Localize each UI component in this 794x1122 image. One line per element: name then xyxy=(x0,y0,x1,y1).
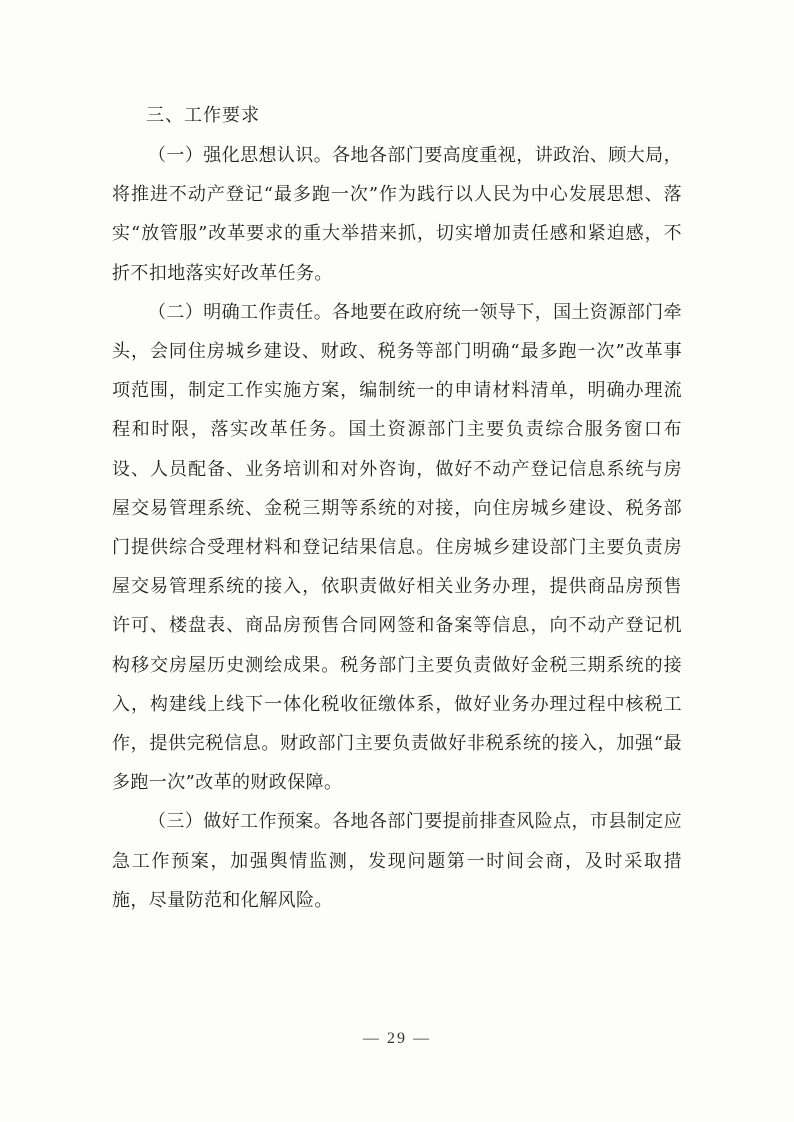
section-heading: 三、工作要求 xyxy=(146,105,260,126)
paragraph-2 xyxy=(112,293,682,803)
paragraph-2-body: 各地要在政府统一领导下，国土资源部门牵头，会同住房城乡建设、财政、税务等部门明确“最多跑一次”改革事项范围，制定工作实施方案，编制统一的申请材料清单，明确办理流程和时限，落实改革任务。国土资源部门主要负责综合服务窗口布设、人员配备、业务培训和对外咨询，做好不动产登记信息系统与房屋交易管理系统、金税三期等系统的对接，向住房城乡建设、税务部门提供综合受理材料和登记结果信息。住房城乡建设部门主要负责房屋交易管理系统的接入，依职责做好相关业务办理，提供商品房预售许可、楼盘表、商品房预售合同网签和备案等信息，向不动产登记机构移交房屋历史测绘成果。税务部门主要负责做好金税三期系统的接入，构建线上线下一体化税收征缴体系，做好业务办理过程中核税工作，提供完税信息。财政部门主要负责做好非税系统的接入，加强“最多跑一次”改革的财政保障。 xyxy=(112,301,682,794)
paragraph-3-body: 各地各部门要提前排查风险点，市县制定应急工作预案，加强舆情监测，发现问题第一时间会商，及时采取措施，尽量防范和化解风险。 xyxy=(112,811,682,911)
page-number: — 29 — xyxy=(363,1030,431,1047)
paragraph-3-lead: （三）做好工作预案。 xyxy=(148,811,333,833)
paragraph-1-lead: （一）强化思想认识。 xyxy=(148,145,333,166)
paragraph-1-body: 各地各部门要高度重视，讲政治、顾大局，将推进不动产登记“最多跑一次”作为践行以人民为中心发展思想、落实“放管服”改革要求的重大举措来抓，切实增加责任感和紧迫感，不折不扣地落实好改革任务。 xyxy=(112,145,682,284)
paragraph-2-lead: （二）明确工作责任。 xyxy=(148,301,333,323)
paragraph-1 xyxy=(112,136,682,293)
paragraph-3 xyxy=(112,802,682,920)
